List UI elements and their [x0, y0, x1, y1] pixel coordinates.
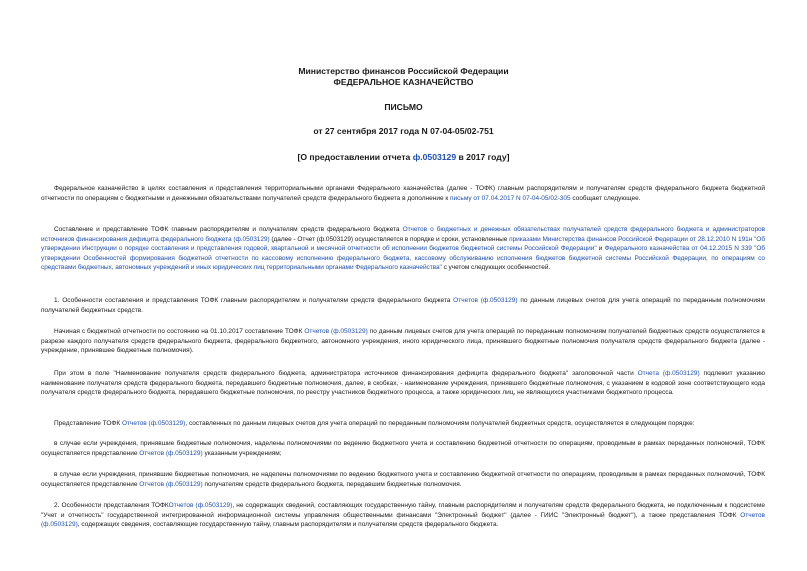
text-run: При этом в поле "Наименование получателя средств федерального бюджета, администратора источников финансирования дефицита федерального бюджета" заголовочной части: [54, 370, 638, 377]
text-run: , содержащих сведения, составляющие государственную тайну, главным распорядителям и получателям средств федерального бюджета.: [77, 521, 499, 529]
text-run: указанным учреждениям;: [202, 449, 282, 457]
paragraph-section-2: [41, 501, 765, 530]
paragraph-submission: [41, 419, 765, 429]
text-run: сообщает следующее.: [570, 194, 641, 202]
subject-form-link[interactable]: ф.0503129: [412, 152, 457, 162]
paragraph-procedure: [41, 225, 765, 273]
report-link[interactable]: Отчетов (ф.0503129): [453, 297, 518, 304]
treasury-title: ФЕДЕРАЛЬНОЕ КАЗНАЧЕЙСТВО: [333, 77, 474, 87]
text-run: Начиная с бюджетной отчетности по состоянию на 01.10.2017 составление ТОФК: [54, 328, 305, 335]
report-link[interactable]: Отчетов (ф.0503129): [168, 502, 233, 509]
paragraph-starting: [41, 327, 765, 356]
document-type: ПИСЬМО: [384, 102, 423, 112]
report-link[interactable]: Отчетов (ф.0503129): [41, 511, 765, 529]
paragraph-intro: [41, 184, 765, 203]
subject-prefix: [О предоставлении отчета: [297, 152, 413, 162]
paragraph-case-not-empowered: [41, 470, 765, 489]
text-run: Представление ТОФК: [54, 420, 122, 427]
letter-link[interactable]: письму от 07.04.2017 N 07-04-05/02-305: [450, 194, 571, 202]
report-link[interactable]: Отчетов (ф.0503129): [121, 420, 186, 427]
text-run: и: [596, 245, 605, 253]
report-link[interactable]: Отчета (ф.0503129): [637, 370, 700, 377]
text-run: в случае если учреждения, принявшие бюджетные полномочия, не наделены полномочиями по ведению бюджетного учета и составлению бюджетной отчетности по операциям, проводимым в рамках переданных полномочий, ТОФК осуществляется представление: [41, 471, 765, 488]
paragraph-case-empowered: [41, 439, 765, 458]
text-run: , составленных по данным лицевых счетов для учета операций по переданным полномочиям получателей бюджетных средств, осуществляется в следующем порядке:: [185, 420, 695, 427]
text-run: 2. Особенности представления ТОФК: [54, 502, 169, 509]
text-run: в случае если учреждения, принявшие бюджетные полномочия, наделены полномочиями по ведению бюджетного учета и составлению бюджетной отчетности по операциям, проводимым в рамках переданных полномочий, ТОФК осуществляется представление: [41, 440, 765, 457]
text-run: получателям средств федерального бюджета, передавшим бюджетные полномочия.: [202, 480, 462, 488]
paragraph-section-1: [41, 296, 765, 315]
report-link[interactable]: Отчетов (ф.0503129): [304, 328, 368, 335]
text-run: подлежит указанию наименование получателя средств федерального бюджета, передавшего бюджетные полномочия, далее, в скобках, - наименование учреждения, принявшего бюджетные полномочия, с указанием в кодовой зоне соответствующего кода получателя средств федерального бюджета, передавшего бюджетные полномочия, по реестру участников бюджетного процесса, а также юридических лиц, не являющихся участниками бюджетного процесса.: [41, 370, 765, 397]
text-run: с учетом следующих особенностей.: [441, 264, 551, 272]
ministry-title: Министерство финансов Российской Федерации: [298, 66, 509, 76]
text-run: по данным лицевых счетов для учета операций по переданным полномочиям получателей бюджетных средств.: [41, 297, 765, 314]
text-run: Составление и представление ТОФК главным распорядителям и получателям средств федерального бюджета: [54, 226, 403, 233]
text-run: по данным лицевых счетов для учета операций по переданным полномочиям получателей бюджетных средств осуществляется в разрезе каждого получателя средств федерального бюджета, федерального бюджетного, автономного учреждения, иного юридического лица, принявшего бюджетные полномочия получателя средств федерального бюджета (далее - учреждение, принявшее бюджетные полномочия).: [41, 328, 765, 355]
report-link[interactable]: Отчетов (ф.0503129): [139, 449, 203, 457]
subject-suffix: в 2017 году]: [456, 152, 510, 162]
report-link[interactable]: Отчетов (ф.0503129): [139, 480, 203, 488]
paragraph-naming: [41, 369, 765, 398]
report-link[interactable]: Отчетов о бюджетных и денежных обязательствах получателей средств федерального бюджета и администраторов источников финансирования дефицита федерального бюджета (ф.0503129): [41, 226, 765, 243]
document-subject: [0, 152, 807, 163]
text-run: 1. Особенности составления и представления ТОФК главным распорядителям и получателям средств федерального бюджета: [54, 297, 454, 304]
text-run: , не содержащих сведений, составляющих государственную тайну, главным распорядителям и получателям средств федерального бюджета, не подключенным к подсистеме "Учет и отчетность" государственной интегрированной информационной системы управления общественными финансами "Электронный бюджет" (далее - ГИИС "Электронный бюджет"), а также представления ТОФК: [41, 502, 765, 519]
order-339-link[interactable]: Федерального казначейства от 04.12.2015 N 339 "Об утверждении Особенностей формирования бюджетной отчетности по кассовому исполнению федерального бюджета, кассовому обслуживанию исполнения бюджетов бюджетной системы Российской Федерации, по операциям со средствами бюджетных, автономных учреждений и иных юридических лиц территориальными органами Федерального казначейства": [41, 245, 765, 272]
text-run: Федеральное казначейство в целях составления и представления территориальными органами Федерального казначейства (далее - ТОФК) главным распорядителям и получателям средств федерального бюджета бюджетной отчетности по операциям с бюджетными и денежными обязательствами получателей средств федерального бюджета в дополнение к: [41, 185, 765, 202]
document-date-number: от 27 сентября 2017 года N 07-04-05/02-751: [313, 126, 494, 136]
order-191n-link[interactable]: приказами Министерства финансов Российской Федерации от 28.12.2010 N 191н "Об утверждении Инструкции о порядке составления и представления годовой, квартальной и месячной отчетности об исполнении бюджетов бюджетной системы Российской Федерации": [41, 235, 765, 253]
text-run: (далее - Отчет (ф.0503129) осуществляется в порядке и сроки, установленные: [269, 235, 510, 243]
